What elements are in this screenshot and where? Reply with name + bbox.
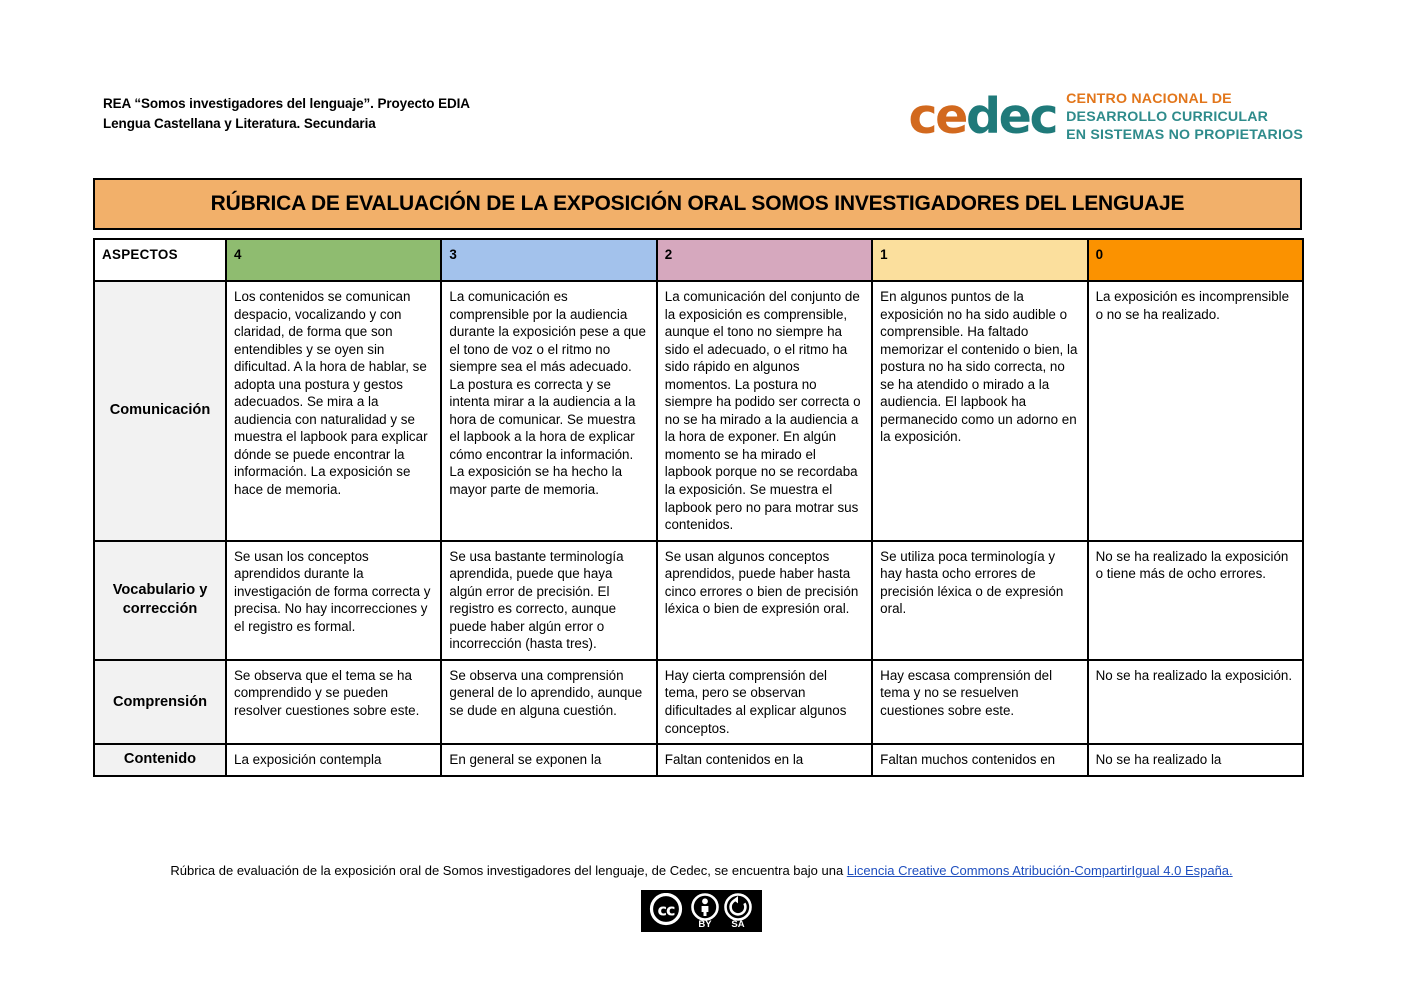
column-header-score-1 (872, 239, 1087, 281)
table-row (94, 660, 1303, 744)
column-header-score-0 (1088, 239, 1303, 281)
logo-tagline (1066, 88, 1303, 145)
table-header-row (94, 239, 1303, 281)
criterion-cell: No se ha realizado la exposición. (1088, 660, 1303, 744)
column-header-aspectos (94, 239, 226, 281)
logo-tagline-line-1: CENTRO NACIONAL DE (1066, 91, 1232, 107)
column-header-score-2 (657, 239, 872, 281)
criterion-cell: Faltan muchos contenidos en (872, 744, 1087, 776)
header-line-2: Lengua Castellana y Literatura. Secundaria (103, 115, 376, 131)
logo-tagline-line-3: EN SISTEMAS NO PROPIETARIOS (1066, 127, 1303, 144)
logo-tagline-line-2: DESARROLLO CURRICULAR (1066, 109, 1269, 126)
column-header-label: ASPECTOS (102, 247, 178, 262)
criterion-cell: En algunos puntos de la exposición no ha sido audible o comprensible. Ha faltado memorizar el contenido o bien, la postura no ha sido correcta, no se ha atendido o mirado a la audiencia. El lapbook ha permanecido como un adorno en la exposición. (872, 281, 1087, 541)
table-row (94, 281, 1303, 541)
license-statement-text: Rúbrica de evaluación de la exposición oral de Somos investigadores del lenguaje, de Cedec, se encuentra bajo una (170, 863, 847, 878)
criterion-cell: Hay escasa comprensión del tema y no se resuelven cuestiones sobre este. (872, 660, 1087, 744)
row-label-vocabulario-y-correccion: Vocabulario y corrección (94, 541, 226, 660)
row-label-contenido: Contenido (94, 744, 226, 776)
rubric-title-banner (93, 178, 1302, 230)
column-header-label: 0 (1095, 247, 1104, 262)
criterion-cell: En general se exponen la (441, 744, 656, 776)
criterion-cell: No se ha realizado la exposición o tiene más de ocho errores. (1088, 541, 1303, 660)
cc-by-sa-icon (645, 893, 758, 929)
license-link[interactable]: Licencia Creative Commons Atribución-CompartirIgual 4.0 España. (846, 863, 1233, 878)
cedec-wordmark (908, 87, 1057, 145)
criterion-cell: Se utiliza poca terminología y hay hasta ocho errores de precisión léxica o de expresión oral. (872, 541, 1087, 660)
criterion-cell: Se usa bastante terminología aprendida, puede que haya algún error de precisión. El registro es correcto, aunque puede haber algún error o incorrección (hasta tres). (441, 541, 656, 660)
row-label-comunicacion: Comunicación (94, 281, 226, 541)
svg-text:SA: SA (731, 919, 745, 930)
criterion-cell: Se observa una comprensión general de lo aprendido, aunque se dude en alguna cuestión. (441, 660, 656, 744)
column-header-score-4 (226, 239, 441, 281)
criterion-cell: La comunicación del conjunto de la exposición es comprensible, aunque el tono no siempre ha sido el adecuado, o el ritmo ha sido rápido en algunos momentos. La postura no siempre ha podido ser correcta o no se ha mirado a la audiencia a la hora de exponer. En algún momento se ha mirado el lapbook porque no se recordaba la exposición. Se muestra el lapbook pero no para motrar sus contenidos. (657, 281, 872, 541)
license-statement (0, 862, 1403, 880)
criterion-cell: Se usan los conceptos aprendidos durante la investigación de forma correcta y precisa. No hay incorrecciones y el registro es formal. (226, 541, 441, 660)
row-label-comprension: Comprensión (94, 660, 226, 744)
table-row (94, 541, 1303, 660)
criterion-cell: La exposición contempla (226, 744, 441, 776)
header-title-block (103, 92, 470, 133)
logo-wordmark-part-ce: ce (908, 87, 966, 145)
document-footer (0, 862, 1403, 932)
column-header-label: 4 (234, 247, 242, 262)
cedec-logo (908, 88, 1303, 145)
criterion-cell: La exposición es incomprensible o no se ha realizado. (1088, 281, 1303, 541)
criterion-cell: No se ha realizado la (1088, 744, 1303, 776)
svg-text:BY: BY (698, 919, 712, 930)
header-line-1: REA “Somos investigadores del lenguaje”. Proyecto EDIA (103, 96, 470, 111)
creative-commons-badge (641, 890, 762, 932)
rubric-table-header (94, 239, 1303, 281)
column-header-score-3 (441, 239, 656, 281)
rubric-table (93, 238, 1304, 777)
svg-text:cc: cc (657, 900, 675, 920)
column-header-label: 3 (449, 247, 457, 262)
column-header-label: 1 (880, 247, 888, 262)
criterion-cell: Los contenidos se comunican despacio, vocalizando y con claridad, de forma que son entendibles y se oyen sin dificultad. A la hora de hablar, se adopta una postura y gestos adecuados. Se mira a la audiencia con naturalidad y se muestra el lapbook para explicar dónde se puede encontrar la información. La exposición se hace de memoria. (226, 281, 441, 541)
page-title: RÚBRICA DE EVALUACIÓN DE LA EXPOSICIÓN ORAL SOMOS INVESTIGADORES DEL LENGUAJE (210, 192, 1185, 215)
criterion-cell: Se usan algunos conceptos aprendidos, puede haber hasta cinco errores o bien de precisión léxica o bien de expresión oral. (657, 541, 872, 660)
criterion-cell: Hay cierta comprensión del tema, pero se observan dificultades al explicar algunos conceptos. (657, 660, 872, 744)
table-row (94, 744, 1303, 776)
criterion-cell: La comunicación es comprensible por la audiencia durante la exposición pese a que el tono de voz o el ritmo no siempre sea el más adecuado. La postura es correcta y se intenta mirar a la audiencia a la hora de comunicar. Se muestra el lapbook a la hora de explicar cómo encontrar la información. La exposición se ha hecho la mayor parte de memoria. (441, 281, 656, 541)
column-header-label: 2 (664, 247, 673, 262)
criterion-cell: Se observa que el tema se ha comprendido y se pueden resolver cuestiones sobre este. (226, 660, 441, 744)
criterion-cell: Faltan contenidos en la (657, 744, 872, 776)
rubric-table-body (94, 281, 1303, 776)
logo-wordmark-part-dec: dec (965, 87, 1057, 145)
document-header (103, 87, 1303, 145)
